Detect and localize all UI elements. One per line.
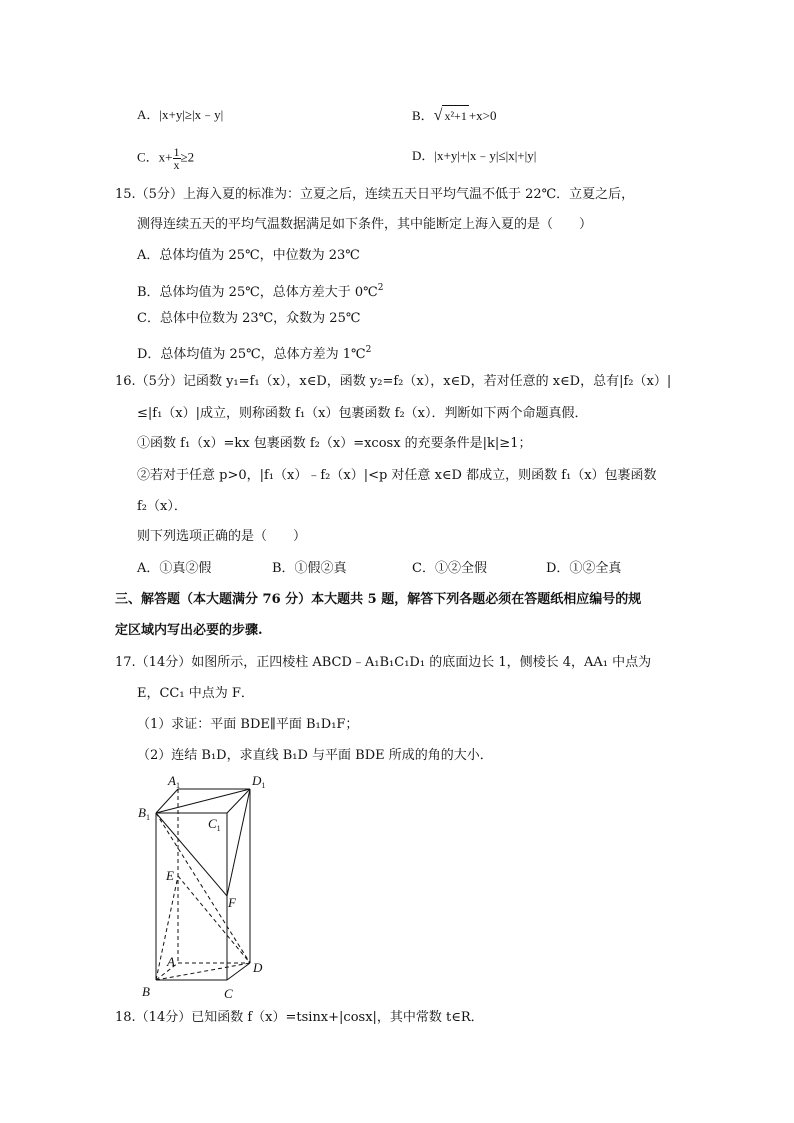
q15-option-b bbox=[137, 278, 383, 303]
section-3-heading-line2: 定区域内写出必要的步骤. bbox=[115, 623, 263, 638]
q14-option-c bbox=[137, 146, 194, 171]
q14-option-a-text: |x+y|≥|x﹣y| bbox=[159, 107, 224, 122]
prism-figure bbox=[130, 768, 280, 1003]
q15-option-a: A．总体均值为 25℃，中位数为 23℃ bbox=[137, 248, 360, 263]
q14-option-a-label: A． bbox=[137, 107, 160, 122]
q14-option-c-label: C． bbox=[137, 149, 159, 165]
q17-stem-line1: 17.（14分）如图所示，正四棱柱 ABCD﹣A₁B₁C₁D₁ 的底面边长 1，侧棱长 4，AA₁ 中点为 bbox=[115, 655, 652, 670]
q14-option-a bbox=[137, 105, 223, 125]
q16-option-b: B．①假②真 bbox=[272, 561, 347, 576]
edge-c-d bbox=[227, 963, 250, 980]
label-d1: $D_1$ bbox=[252, 773, 266, 790]
edge-b1-a1 bbox=[156, 789, 178, 813]
q16-option-a: A．①真②假 bbox=[137, 561, 212, 576]
fraction-denominator: x bbox=[173, 158, 180, 172]
q14-option-d bbox=[412, 146, 536, 166]
label-d: D bbox=[253, 960, 263, 975]
label-f: F bbox=[228, 895, 236, 910]
q16-statement-2-cont: f₂（x）． bbox=[137, 499, 187, 514]
q14-option-b bbox=[412, 105, 497, 126]
superscript: 2 bbox=[377, 283, 384, 293]
q16-statement-1: ①函数 f₁（x）=kx 包裹函数 f₂（x）=xcosx 的充要条件是|k|≥1； bbox=[137, 436, 532, 451]
q16-prompt: 则下列选项正确的是（ ） bbox=[137, 529, 307, 544]
q14-option-b-radicand: x²+1 bbox=[442, 105, 468, 126]
q15-option-d-text: D．总体均值为 25℃，总体方差为 1℃ bbox=[137, 347, 366, 362]
fraction-numerator: 1 bbox=[173, 145, 180, 159]
q14-option-c-post: ≥2 bbox=[180, 149, 195, 165]
edge-d1-f bbox=[227, 789, 250, 896]
label-c: C bbox=[224, 986, 233, 1001]
label-c1: $C_1$ bbox=[208, 816, 221, 833]
q14-option-d-label: D． bbox=[412, 148, 435, 163]
edge-d1-c1 bbox=[227, 789, 250, 813]
q14-option-d-text: |x+y|+|x﹣y|≤|x|+|y| bbox=[434, 148, 537, 163]
q16-option-d: D．①②全真 bbox=[546, 561, 622, 576]
q14-option-c-pre: x+ bbox=[158, 149, 173, 165]
q15-stem-line2: 测得连续五天的平均气温数据满足如下条件，其中能断定上海入夏的是（ ） bbox=[137, 217, 593, 232]
q18-stem-line1: 18.（14分）已知函数 f（x）=tsinx+|cosx|，其中常数 t∈R． bbox=[115, 1010, 484, 1025]
q17-part-2: （2）连结 B₁D，求直线 B₁D 与平面 BDE 所成的角的大小． bbox=[137, 748, 493, 763]
label-a1: $A_1$ bbox=[168, 773, 180, 790]
q14-option-b-label: B． bbox=[412, 108, 434, 123]
q17-stem-line2: E，CC₁ 中点为 F． bbox=[137, 686, 254, 701]
label-b1: $B_1$ bbox=[138, 805, 150, 822]
hidden-edge-b1-d bbox=[156, 813, 250, 963]
q16-stem-line2: ≤|f₁（x）|成立，则称函数 f₁（x）包裹函数 f₂（x）．判断如下两个命题真假． bbox=[137, 406, 588, 421]
label-a: A bbox=[167, 954, 175, 969]
q15-stem-line1: 15.（5分）上海入夏的标准为：立夏之后，连续五天日平均气温不低于 22℃．立夏之后， bbox=[115, 187, 635, 202]
superscript: 2 bbox=[365, 345, 372, 355]
q16-option-c: C．①②全假 bbox=[412, 561, 487, 576]
edge-b1-d1 bbox=[156, 789, 250, 813]
label-e: E bbox=[166, 868, 174, 883]
fraction bbox=[173, 146, 181, 171]
q15-option-d bbox=[137, 340, 371, 365]
q17-part-1: （1）求证：平面 BDE∥平面 B₁D₁F； bbox=[137, 717, 359, 732]
q16-statement-2: ②若对于任意 p>0，|f₁（x）﹣f₂（x）|<p 对任意 x∈D 都成立，则函数 f₁（x）包裹函数 bbox=[137, 468, 657, 483]
q15-option-c: C．总体中位数为 23℃，众数为 25℃ bbox=[137, 311, 361, 326]
hidden-edge-e-d bbox=[178, 876, 250, 963]
q15-option-b-text: B．总体均值为 25℃，总体方差大于 0℃ bbox=[137, 285, 378, 300]
section-3-heading-line1: 三、解答题（本大题满分 76 分）本大题共 5 题，解答下列各题必须在答题纸相应编号的规 bbox=[115, 592, 642, 607]
label-b: B bbox=[142, 984, 150, 999]
sqrt-symbol: √ bbox=[433, 107, 443, 124]
q14-option-b-rest: +x>0 bbox=[468, 108, 497, 123]
q16-stem-line1: 16.（5分）记函数 y₁=f₁（x），x∈D，函数 y₂=f₂（x），x∈D，若对任意的 x∈D，总有|f₂（x）| bbox=[115, 374, 672, 389]
